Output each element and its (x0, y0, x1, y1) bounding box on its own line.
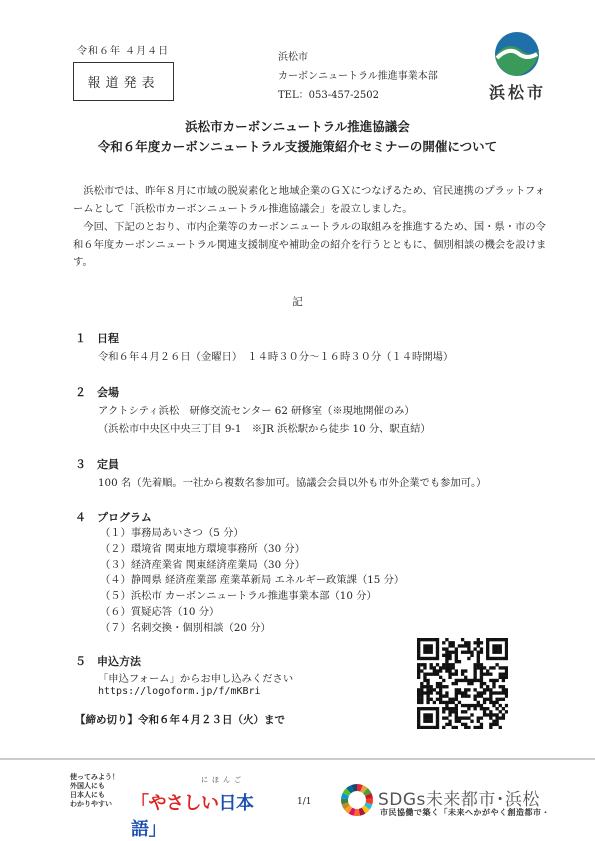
deadline-text: 【締め切り】令和６年４月２３日（火）まで (75, 714, 285, 726)
program-item: （７）名刺交換・個別相談（20 分） (100, 621, 271, 634)
section-title: プログラム (97, 511, 152, 524)
tagline-line: 日本人にも (70, 791, 105, 799)
program-item: （１）事務局あいさつ（5 分） (100, 527, 244, 539)
sdgs-title: SDGs未来都市･浜松 (378, 790, 540, 810)
section-title: 会場 (97, 386, 119, 399)
yasashii-text (131, 789, 269, 841)
tagline-line: わかりやすい (70, 800, 112, 808)
footer-divider (0, 758, 595, 760)
section-number: ５ (75, 655, 86, 668)
hamamatsu-city-logo (487, 30, 547, 102)
section-program-heading (75, 509, 152, 525)
press-release-label: 報道発表 (73, 62, 174, 101)
city-emblem-icon (487, 30, 547, 80)
yasashii-tagline (70, 773, 119, 809)
section-number: ２ (75, 386, 86, 399)
section-capacity-heading (75, 456, 119, 472)
program-item: （５）浜松市 カーボンニュートラル推進事業本部（10 分） (100, 590, 377, 603)
venue-detail-2: （浜松市中央区中央三丁目 9-1 ※JR 浜松駅から徒歩 10 分、駅直結） (98, 423, 431, 435)
yasashii-label: 「やさしい日本語」 (131, 793, 254, 840)
section-number: ３ (75, 458, 86, 471)
section-title: 申込方法 (97, 655, 141, 668)
capacity-detail: 100 名（先着順。一社から複数名参加可。協議会会員以外も市外企業でも参加可。） (98, 477, 487, 489)
program-item: （３）経済産業省 関東経済産業局（30 分） (100, 558, 305, 571)
program-list (100, 526, 404, 637)
section-number: １ (75, 332, 86, 345)
intro-paragraph-2: 今回、下記のとおり、市内企業等のカーボンニュートラルの取組みを推進するため、国・県・市の令和６年度カーボンニュートラル関連支援制度や補助金の紹介を行うとともに、個別相談の機会を設けます。 (73, 221, 547, 268)
section-title: 定員 (97, 458, 119, 471)
section-title: 日程 (97, 332, 119, 345)
title-line-1: 浜松市カーボンニュートラル推進協議会 (185, 119, 410, 134)
issuer-city: 浜松市 (278, 52, 308, 63)
section-schedule-heading (75, 330, 119, 346)
venue-detail-1: アクトシティ浜松 研修交流センター 62 研修室（※現地開催のみ） (98, 405, 415, 417)
program-item: （２）環境省 関東地方環境事務所（30 分） (100, 542, 305, 555)
sdgs-subtitle: 市民協働で築く「未来へかがやく創造都市・ (380, 808, 550, 817)
yasashii-nihongo-logo (121, 776, 269, 840)
release-date: 令和６年 ４月４日 (77, 46, 170, 57)
issuer-department: カーボンニュートラル推進事業本部 (278, 71, 438, 82)
logo-text: 浜松市 (489, 83, 547, 102)
program-item: （６）質疑応答（10 分） (100, 605, 220, 618)
section-apply-heading (75, 653, 141, 669)
intro-paragraph-1: 浜松市では、昨年８月に市域の脱炭素化と地域企業のＧＸにつなげるため、官民連携のプラットフォームとして「浜松市カーボンニュートラル推進協議会」を設立しました。 (73, 185, 546, 215)
qr-code[interactable] (417, 638, 508, 729)
tagline-line: 使ってみよう！ (70, 773, 119, 781)
apply-instruction: 「申込フォーム」からお申し込みください (98, 673, 294, 685)
issuer-block (278, 48, 438, 105)
apply-url-link[interactable]: https://logoform.jp/f/mKBri (98, 686, 261, 697)
yasashii-ruby: にほんご (201, 776, 245, 784)
issuer-tel: TEL：053-457-2502 (278, 90, 379, 101)
qr-code-icon[interactable] (417, 638, 508, 729)
tagline-line: 外国人にも (70, 782, 105, 790)
sdgs-wheel-icon (340, 783, 374, 821)
page-number: 1/1 (297, 797, 312, 807)
title-line-2: 令和６年度カーボンニュートラル支援施策紹介セミナーの開催について (97, 139, 498, 154)
schedule-detail: 令和６年４月２６日（金曜日） １４時３０分～１６時３０分（１４時開場） (98, 351, 454, 363)
section-number: ４ (75, 511, 86, 524)
program-item: （４）静岡県 経済産業部 産業革新局 エネルギー政策課（15 分） (100, 574, 405, 587)
section-venue-heading (75, 384, 119, 400)
ki-marker: 記 (292, 296, 303, 308)
